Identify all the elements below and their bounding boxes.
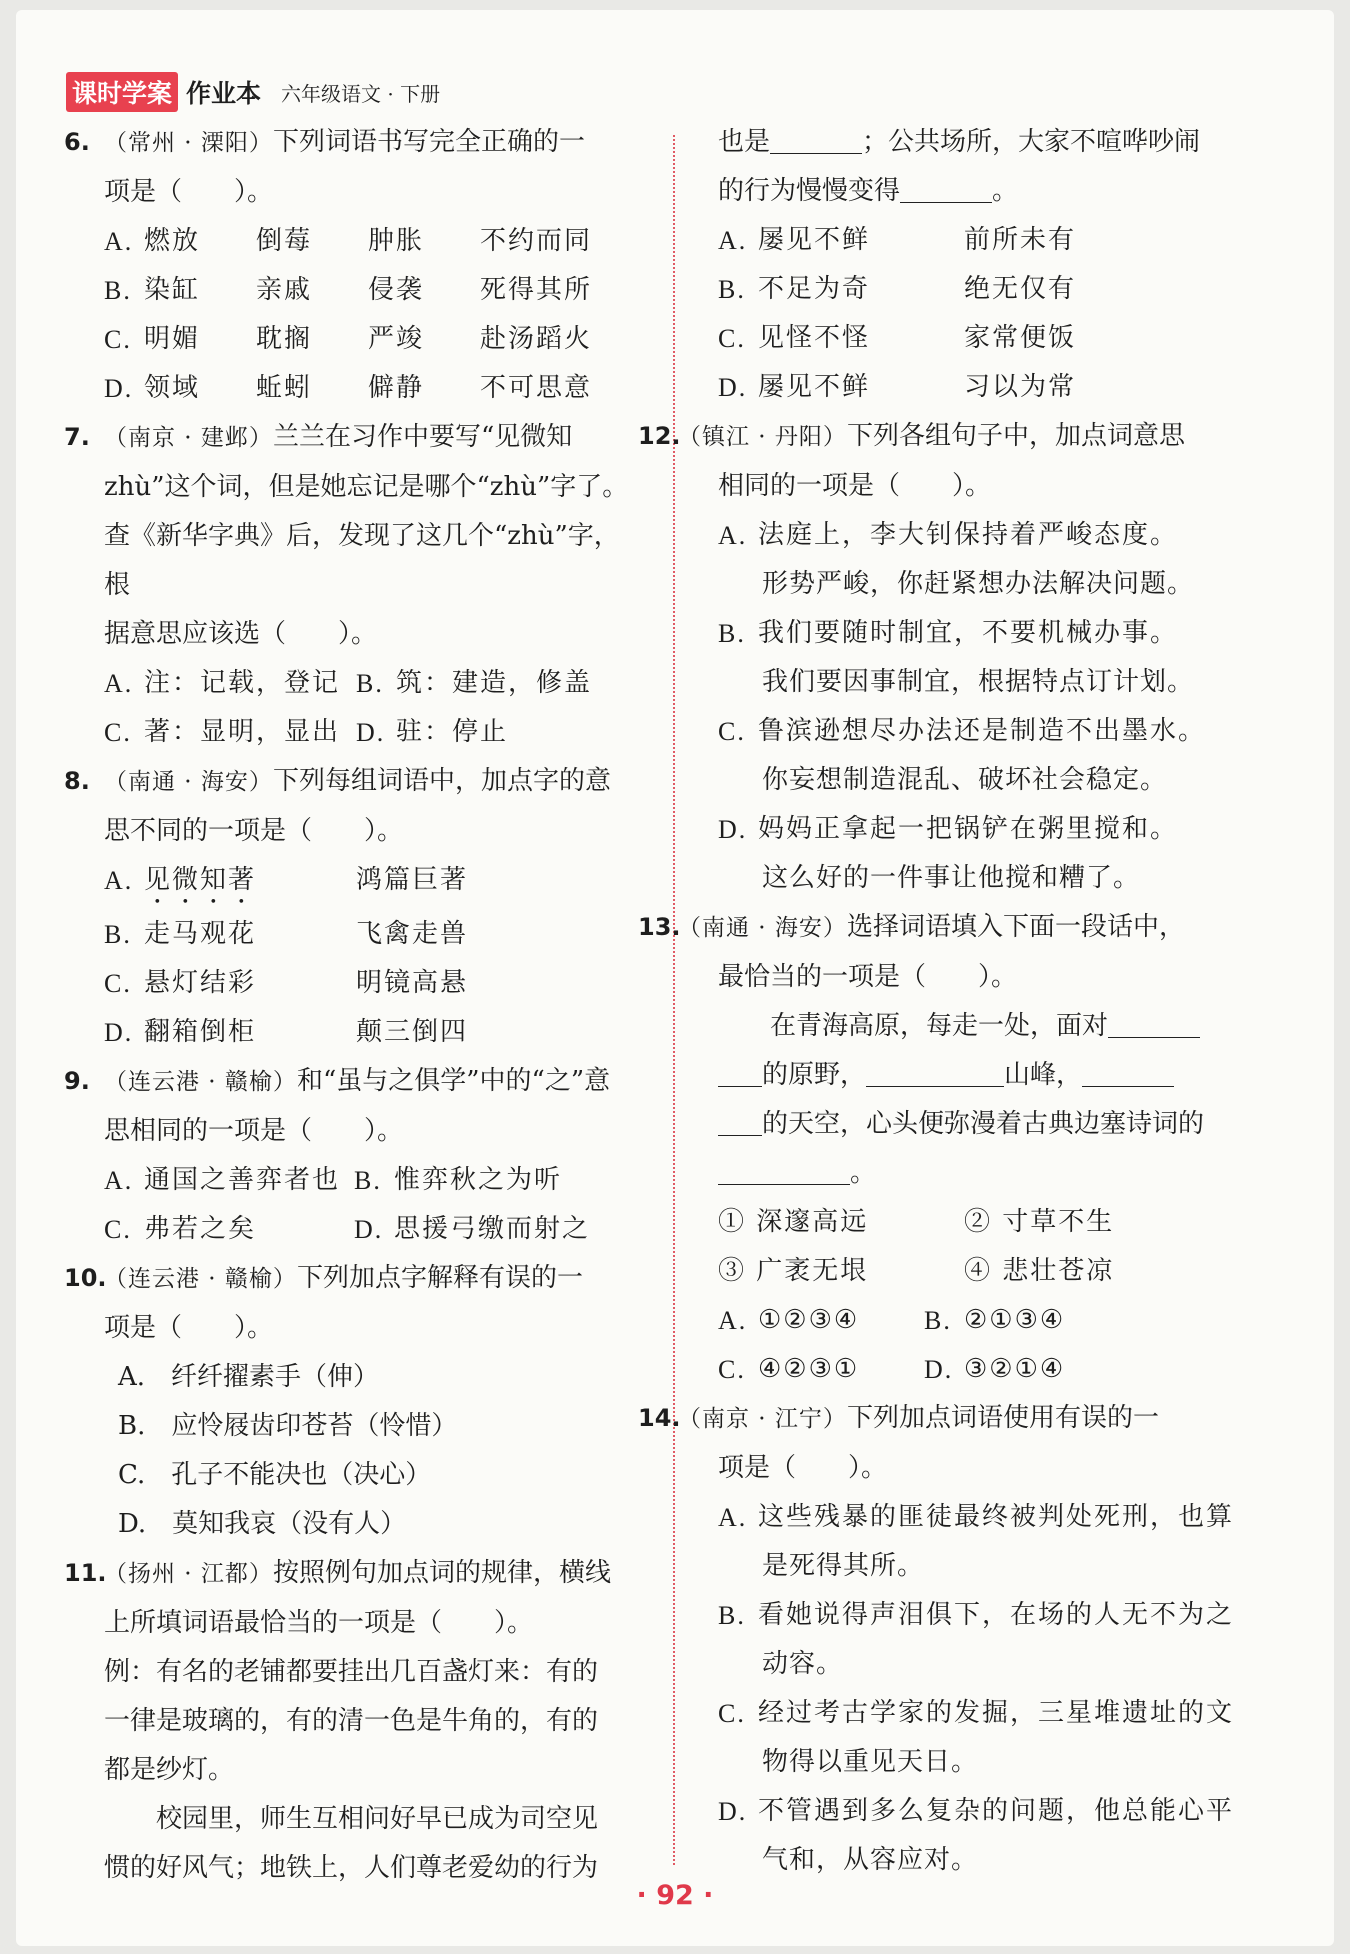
- question-text: 和“虽与之俱学”中的“之”意: [296, 1066, 611, 1096]
- option-word-2: 飞禽走兽: [356, 919, 469, 949]
- option-word-1: 悬灯结彩: [144, 968, 257, 998]
- word: 赴汤蹈火: [480, 324, 593, 354]
- book-subtitle: 六年级语文 · 下册: [281, 81, 441, 106]
- column-divider: [673, 135, 675, 1865]
- question-stem: [638, 412, 1260, 462]
- choice-item: ④ 悲壮苍凉: [964, 1256, 1115, 1286]
- question-number: 8.: [64, 767, 90, 795]
- option-label: C.: [718, 1355, 746, 1384]
- option-row[interactable]: [678, 1296, 1260, 1345]
- passage-text: 的原野，: [762, 1060, 867, 1090]
- option-word-1: 见怪不怪: [758, 323, 871, 353]
- word: 死得其所: [480, 275, 593, 305]
- passage-text: 在青海高原，每走一处，面对: [770, 1011, 1109, 1041]
- word: 倒莓: [256, 226, 313, 256]
- option-word-1: 不足为奇: [758, 274, 871, 304]
- question-source: （扬州 · 江都）: [104, 1561, 273, 1587]
- question-10: [64, 1254, 644, 1549]
- option-b[interactable]: [678, 1591, 1260, 1640]
- question-text-cont: 相同的一项是（ ）。: [718, 471, 992, 501]
- option-a[interactable]: [64, 217, 644, 266]
- option-label: A.: [104, 227, 134, 256]
- option-word-1: 翻箱倒柜: [144, 1017, 257, 1047]
- question-source: （南通 · 海安）: [104, 769, 273, 795]
- question-11: [64, 1549, 644, 1893]
- option-row[interactable]: [64, 708, 644, 757]
- option-word-2: 习以为常: [964, 372, 1077, 402]
- question-text: 按照例句加点词的规律，横线: [272, 1558, 611, 1588]
- option-label: C.: [718, 717, 746, 746]
- passage-line: [678, 1100, 1260, 1149]
- question-source: （南通 · 海安）: [678, 915, 847, 941]
- option-d[interactable]: [678, 1787, 1260, 1836]
- word: 亲戚: [256, 275, 313, 305]
- choice-row: [678, 1247, 1260, 1296]
- passage-line: 校园里，师生互相问好早已成为司空见: [156, 1804, 599, 1834]
- question-stem: [64, 413, 644, 463]
- fill-blank[interactable]: [718, 1151, 850, 1185]
- option-text: 通国之善弈者也: [144, 1165, 341, 1195]
- option-label: D.: [104, 1018, 134, 1047]
- question-text-cont: 思相同的一项是（ ）。: [104, 1116, 404, 1146]
- right-column: [638, 118, 1260, 1885]
- option-sentence-2: 我们要因事制宜，根据特点订计划。: [762, 667, 1195, 697]
- question-text-cont: 思不同的一项是（ ）。: [104, 816, 404, 846]
- question-14: [638, 1394, 1260, 1885]
- choice-item: ② 寸草不生: [964, 1207, 1115, 1237]
- option-d[interactable]: [678, 805, 1260, 854]
- question-stem: [64, 1057, 644, 1107]
- option-c[interactable]: [678, 707, 1260, 756]
- option-sentence-2: 形势严峻，你赶紧想办法解决问题。: [762, 569, 1195, 599]
- passage-text: ；公共场所，大家不喧哗吵闹: [862, 127, 1201, 157]
- question-source: （镇江 · 丹阳）: [678, 424, 847, 450]
- passage-text: 。: [992, 176, 1019, 206]
- option-word-2: 明镜高悬: [356, 968, 469, 998]
- question-text: 下列加点词语使用有误的一: [846, 1403, 1159, 1433]
- option-sentence-1: 经过考古学家的发掘，三星堆遗址的文: [758, 1698, 1235, 1728]
- option-sentence-1: 看她说得声泪俱下，在场的人无不为之: [758, 1600, 1235, 1630]
- option-label: B.: [924, 1306, 952, 1335]
- option-label: D.: [104, 374, 134, 403]
- choice-row: [678, 1198, 1260, 1247]
- fill-blank[interactable]: [1108, 1004, 1200, 1038]
- option-a[interactable]: [678, 511, 1260, 560]
- option-sentence-2: 是死得其所。: [762, 1551, 925, 1581]
- passage-line: [678, 1149, 1260, 1198]
- question-stem: [638, 1394, 1260, 1444]
- option-row[interactable]: [678, 1345, 1260, 1394]
- option-c[interactable]: [64, 959, 644, 1008]
- option-word-2: 绝无仅有: [964, 274, 1077, 304]
- passage-line: [678, 167, 1260, 216]
- fill-blank[interactable]: [900, 169, 992, 203]
- option-d[interactable]: D. 莫知我哀（没有人）: [118, 1509, 407, 1539]
- passage-text: 的行为慢慢变得: [718, 176, 901, 206]
- option-label: B.: [104, 920, 132, 949]
- option-sentence-1: 这些残暴的匪徒最终被判处死刑，也算: [758, 1502, 1235, 1532]
- option-a[interactable]: [678, 216, 1260, 265]
- question-8: [64, 757, 644, 1057]
- question-number: 13.: [638, 913, 681, 941]
- question-source: （南京 · 江宁）: [678, 1406, 847, 1432]
- option-row[interactable]: [64, 1205, 644, 1254]
- fill-blank[interactable]: [718, 1053, 762, 1087]
- option-text: 驻：停止: [396, 717, 509, 747]
- question-text-cont: 项是（ ）。: [718, 1453, 888, 1483]
- option-label: B.: [354, 1166, 382, 1195]
- option-word-1: 走马观花: [144, 919, 257, 949]
- question-text: 下列词语书写完全正确的一: [272, 127, 585, 157]
- question-number: 7.: [64, 423, 90, 451]
- option-sentence-1: 鲁滨逊想尽办法还是制造不出墨水。: [758, 716, 1207, 746]
- option-label: C.: [104, 969, 132, 998]
- option-label: C.: [718, 324, 746, 353]
- option-label: D.: [718, 1797, 748, 1826]
- passage-text: 。: [850, 1158, 877, 1188]
- option-label: C.: [104, 1215, 132, 1244]
- option-label: B.: [104, 276, 132, 305]
- question-6: [64, 118, 644, 413]
- option-word-1: 见微知著: [144, 865, 257, 895]
- option-b[interactable]: B. 应怜屐齿印苍苔（怜惜）: [118, 1411, 458, 1441]
- word: 燃放: [144, 226, 201, 256]
- option-b[interactable]: [678, 609, 1260, 658]
- word: 严竣: [368, 324, 425, 354]
- example-line: 例：有名的老铺都要挂出几百盏灯来：有的: [104, 1657, 599, 1687]
- question-stem: [64, 1549, 644, 1599]
- option-text: 弗若之矣: [144, 1214, 257, 1244]
- option-sentence-1: 妈妈正拿起一把锅铲在粥里搅和。: [758, 814, 1179, 844]
- option-label: B.: [718, 1601, 746, 1630]
- question-text: 下列每组词语中，加点字的意: [272, 766, 611, 796]
- word: 不可思意: [480, 373, 593, 403]
- option-d[interactable]: [64, 1008, 644, 1057]
- option-text: 注：记载，登记: [144, 668, 341, 698]
- question-number: 14.: [638, 1404, 681, 1432]
- question-text: 下列各组句子中，加点词意思: [846, 421, 1185, 451]
- option-c[interactable]: [678, 314, 1260, 363]
- question-number: 10.: [64, 1264, 107, 1292]
- word: 僻静: [368, 373, 425, 403]
- word: 不约而同: [480, 226, 593, 256]
- fill-blank[interactable]: [718, 1102, 762, 1136]
- option-c[interactable]: [64, 315, 644, 364]
- question-9: [64, 1057, 644, 1254]
- option-label: D.: [354, 1215, 384, 1244]
- option-text: ①②③④: [758, 1305, 860, 1335]
- question-number: 6.: [64, 128, 90, 156]
- option-c[interactable]: C. 孔子不能决也（决心）: [118, 1460, 432, 1490]
- question-text: 下列加点字解释有误的一: [296, 1263, 583, 1293]
- option-c[interactable]: [678, 1689, 1260, 1738]
- question-source: （连云港 · 赣榆）: [104, 1069, 297, 1095]
- option-text: ④②③①: [758, 1354, 860, 1384]
- question-text-cont: 据意思应该选（ ）。: [104, 619, 378, 649]
- option-row[interactable]: [64, 1156, 644, 1205]
- word: 肿胀: [368, 226, 425, 256]
- option-text: 筑：建造，修盖: [396, 668, 593, 698]
- choice-item: ③ 广袤无垠: [718, 1256, 869, 1286]
- example-line: 一律是玻璃的，有的清一色是牛角的，有的: [104, 1706, 599, 1736]
- question-text: 选择词语填入下面一段话中，: [846, 912, 1185, 942]
- question-11-continued: [678, 118, 1260, 412]
- fill-blank[interactable]: [770, 120, 862, 154]
- option-text: 著：显明，显出: [144, 717, 341, 747]
- option-label: C.: [718, 1699, 746, 1728]
- question-text: 兰兰在习作中要写“见微知: [272, 422, 573, 452]
- option-label: A.: [718, 1306, 748, 1335]
- option-label: A.: [104, 669, 134, 698]
- option-word-1: 屡见不鲜: [758, 372, 871, 402]
- question-stem: [638, 903, 1260, 953]
- question-text-cont: 查《新华字典》后，发现了这几个“zhù”字，根: [104, 521, 620, 600]
- option-label: B.: [718, 275, 746, 304]
- passage-text: 也是: [718, 127, 771, 157]
- passage-text: 山峰，: [1004, 1060, 1083, 1090]
- question-text-cont: zhù”这个词，但是她忘记是哪个“zhù”字了。: [104, 472, 629, 502]
- question-text-cont: 项是（ ）。: [104, 177, 274, 207]
- question-text-cont: 上所填词语最恰当的一项是（ ）。: [104, 1608, 534, 1638]
- option-label: A.: [718, 226, 748, 255]
- word: 领域: [144, 373, 201, 403]
- option-a[interactable]: A. 纤纤擢素手（伸）: [118, 1362, 380, 1392]
- word: 蚯蚓: [256, 373, 313, 403]
- option-sentence-2: 气和，从容应对。: [762, 1845, 979, 1875]
- word: 明媚: [144, 324, 201, 354]
- option-d[interactable]: [678, 363, 1260, 412]
- brand-logo-black: 作业本: [186, 79, 262, 108]
- question-text-cont: 项是（ ）。: [104, 1313, 274, 1343]
- question-text-cont: 最恰当的一项是（ ）。: [718, 962, 1018, 992]
- question-number: 12.: [638, 422, 681, 450]
- option-text: 惟弈秋之为听: [394, 1165, 563, 1195]
- option-label: C.: [104, 325, 132, 354]
- word: 染缸: [144, 275, 201, 305]
- option-word-2: 前所未有: [964, 225, 1077, 255]
- question-stem: [64, 1254, 644, 1304]
- question-stem: [64, 757, 644, 807]
- option-word-1: 屡见不鲜: [758, 225, 871, 255]
- option-text: 思援弓缴而射之: [394, 1214, 591, 1244]
- question-12: [638, 412, 1260, 903]
- left-column: [64, 118, 644, 1893]
- page-number: · 92 ·: [636, 1880, 714, 1911]
- word: 耽搁: [256, 324, 313, 354]
- choice-item: ① 深邃高远: [718, 1207, 869, 1237]
- question-13: [638, 903, 1260, 1394]
- page-header: [66, 72, 440, 112]
- option-label: A.: [104, 1166, 134, 1195]
- option-label: A.: [718, 1503, 748, 1532]
- question-number: 9.: [64, 1067, 90, 1095]
- option-a[interactable]: [678, 1493, 1260, 1542]
- option-label: B.: [356, 669, 384, 698]
- passage-line: [678, 118, 1260, 167]
- option-d[interactable]: [64, 364, 644, 413]
- option-label: D.: [356, 718, 386, 747]
- example-line: 都是纱灯。: [104, 1755, 235, 1785]
- question-source: （连云港 · 赣榆）: [104, 1266, 297, 1292]
- option-b[interactable]: [678, 265, 1260, 314]
- question-source: （南京 · 建邺）: [104, 425, 273, 451]
- option-word-2: 颠三倒四: [356, 1017, 469, 1047]
- option-a[interactable]: [64, 856, 644, 910]
- option-sentence-2: 物得以重见天日。: [762, 1747, 979, 1777]
- word: 侵袭: [368, 275, 425, 305]
- option-label: B.: [718, 619, 746, 648]
- option-label: A.: [104, 866, 134, 895]
- question-source: （常州 · 溧阳）: [104, 130, 273, 156]
- option-text: ②①③④: [964, 1305, 1066, 1335]
- question-stem: [64, 118, 644, 168]
- question-number: 11.: [64, 1559, 107, 1587]
- passage-line: 惯的好风气；地铁上，人们尊老爱幼的行为: [104, 1853, 599, 1883]
- option-b[interactable]: [64, 910, 644, 959]
- option-label: A.: [718, 521, 748, 550]
- option-label: D.: [718, 815, 748, 844]
- passage-text: 的天空，心头便弥漫着古典边塞诗词的: [762, 1109, 1205, 1139]
- option-sentence-2: 你妄想制造混乱、破坏社会稳定。: [762, 765, 1168, 795]
- option-b[interactable]: [64, 266, 644, 315]
- option-word-2: 鸿篇巨著: [356, 865, 469, 895]
- option-label: D.: [924, 1355, 954, 1384]
- passage-line: [678, 1051, 1260, 1100]
- option-label: D.: [718, 373, 748, 402]
- option-text: ③②①④: [964, 1354, 1066, 1384]
- option-label: C.: [104, 718, 132, 747]
- option-sentence-2: 这么好的一件事让他搅和糟了。: [762, 863, 1141, 893]
- fill-blank[interactable]: [1082, 1053, 1174, 1087]
- option-word-2: 家常便饭: [964, 323, 1077, 353]
- option-sentence-2: 动容。: [762, 1649, 844, 1679]
- option-sentence-1: 法庭上，李大钊保持着严峻态度。: [758, 520, 1179, 550]
- option-sentence-1: 我们要随时制宜，不要机械办事。: [758, 618, 1179, 648]
- fill-blank[interactable]: [866, 1053, 1004, 1087]
- brand-logo-red: 课时学案: [66, 72, 178, 112]
- option-sentence-1: 不管遇到多么复杂的问题，他总能心平: [758, 1796, 1235, 1826]
- option-row[interactable]: [64, 659, 644, 708]
- question-7: [64, 413, 644, 757]
- passage-line: [678, 1002, 1260, 1051]
